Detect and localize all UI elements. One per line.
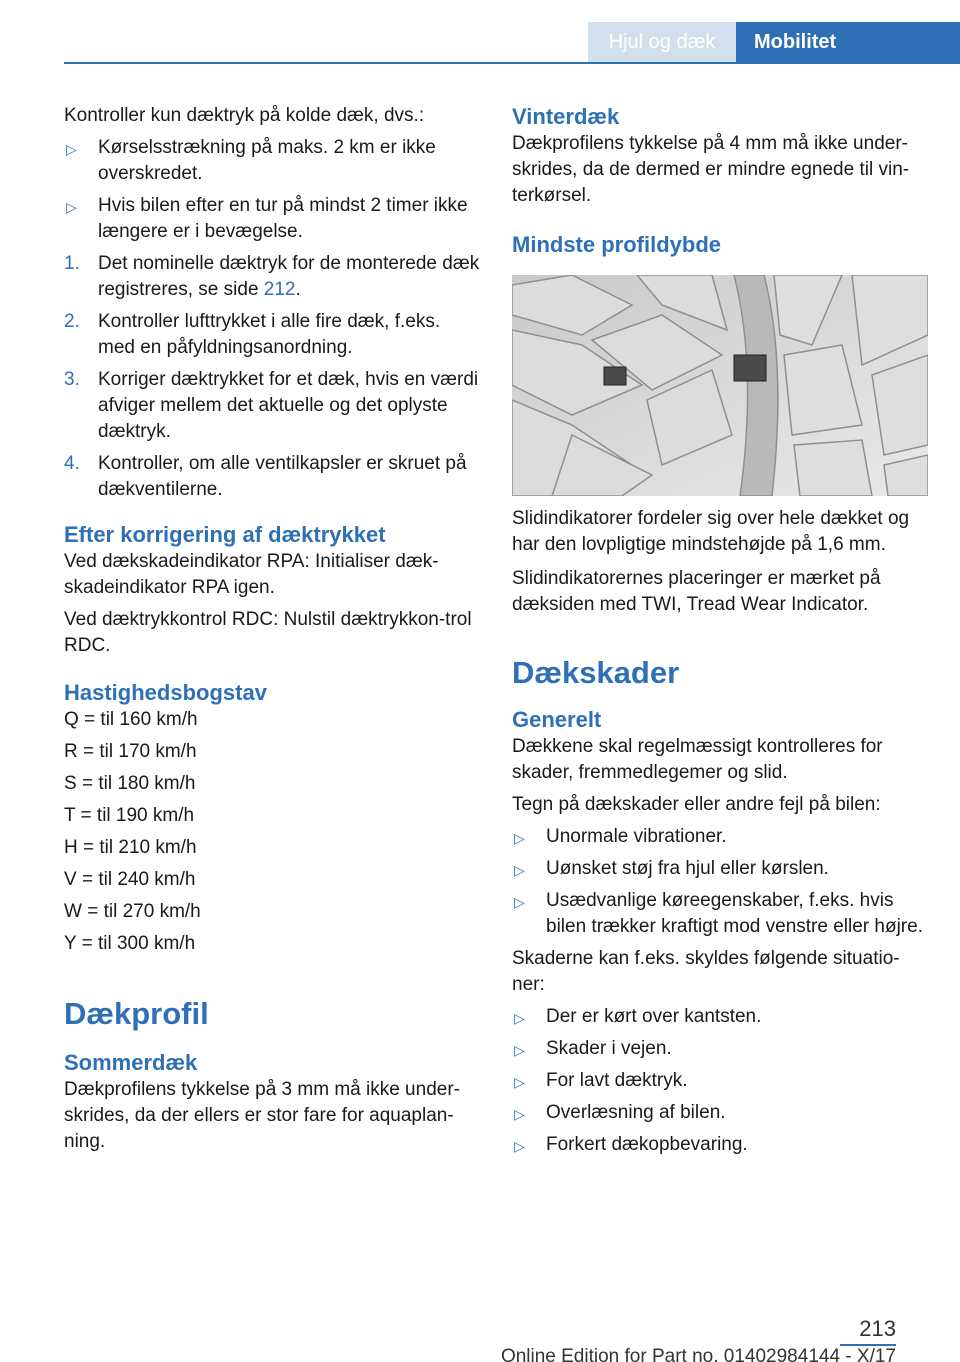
list-item-text: Usædvanlige køreegenskaber, f.eks. hvis bilen trækker kraftigt mod venstre eller højre. (546, 890, 923, 937)
list-item (512, 1068, 928, 1094)
list-item (512, 1100, 928, 1126)
tire-profile-heading: Dækprofil (64, 996, 209, 1031)
list-item-text: Det nominelle dæktryk for de monterede dæk registreres, se side (98, 253, 480, 300)
page-number: 213 (859, 1316, 896, 1341)
edition-text: Online Edition for Part no. 01402984144 - X/17 (500, 1346, 896, 1362)
triangle-right-icon: ▷ (514, 1042, 525, 1058)
list-item (64, 367, 480, 445)
list-item (64, 251, 480, 303)
condition-list (64, 135, 480, 245)
step-number: 1. (64, 253, 80, 274)
list-item (512, 1132, 928, 1158)
speed-line: Y = til 300 km/h (64, 933, 196, 954)
signs-list (512, 824, 928, 940)
speed-heading: Hastighedsbogstav (64, 680, 267, 705)
list-item-text: Hvis bilen efter en tur på mindst 2 timer ikke længere er i bevægelse. (98, 195, 468, 242)
list-item (512, 1004, 928, 1030)
after-correction-heading: Efter korrigering af dæktrykket (64, 522, 386, 547)
list-item-text: Kørselsstrækning på maks. 2 km er ikke overskredet. (98, 137, 436, 184)
list-item-text: For lavt dæktryk. (546, 1070, 688, 1091)
rdc-text: Ved dæktrykkontrol RDC: Nulstil dæktrykkon‐trol RDC. (64, 609, 472, 656)
left-column (64, 103, 480, 1161)
list-item-text: Uønsket støj fra hjul eller kørslen. (546, 858, 829, 879)
speed-list (64, 707, 480, 957)
header-rule (64, 62, 960, 64)
speed-line: W = til 270 km/h (64, 901, 201, 922)
list-item (512, 856, 928, 882)
triangle-right-icon: ▷ (514, 1074, 525, 1090)
general-text: Dækkene skal regelmæssigt kontrolleres for skader, fremmedlegemer og slid. (512, 736, 883, 783)
list-item-text: Kontroller, om alle ventilkapsler er skruet på dækventilerne. (98, 453, 467, 500)
winter-tire-heading: Vinterdæk (512, 104, 620, 129)
min-depth-heading: Mindste profildybde (512, 232, 721, 257)
list-item (512, 824, 928, 850)
tread-wear-illustration (512, 275, 928, 496)
list-item-text: Unormale vibrationer. (546, 826, 727, 847)
speed-line: H = til 210 km/h (64, 837, 197, 858)
rpa-text: Ved dækskadeindikator RPA: Initialiser dæk‐skadeindikator RPA igen. (64, 551, 439, 598)
intro-text: Kontroller kun dæktryk på kolde dæk, dvs.: (64, 105, 425, 126)
section-tab[interactable]: Mobilitet (736, 22, 960, 62)
list-item-text: Overlæsning af bilen. (546, 1102, 726, 1123)
step-number: 2. (64, 311, 80, 332)
list-item (512, 1036, 928, 1062)
causes-intro: Skaderne kan f.eks. skyldes følgende situatio‐ner: (512, 948, 900, 995)
list-item-text: Forkert dækopbevaring. (546, 1134, 748, 1155)
list-item-suffix: . (295, 279, 301, 300)
speed-line: S = til 180 km/h (64, 773, 196, 794)
triangle-right-icon: ▷ (514, 1010, 525, 1026)
speed-line: V = til 240 km/h (64, 869, 196, 890)
general-heading: Generelt (512, 707, 602, 732)
list-item-text: Skader i vejen. (546, 1038, 672, 1059)
causes-list (512, 1004, 928, 1158)
list-item (64, 309, 480, 361)
list-item (64, 193, 480, 245)
triangle-right-icon: ▷ (514, 830, 525, 846)
summer-tire-text: Dækprofilens tykkelse på 3 mm må ikke under‐skrides, da der ellers er stor fare for aquaplan‐ning. (64, 1079, 460, 1152)
triangle-right-icon: ▷ (514, 894, 525, 910)
steps-list (64, 251, 480, 503)
page-link[interactable]: 212 (263, 279, 296, 300)
list-item (512, 888, 928, 940)
speed-line: Q = til 160 km/h (64, 709, 198, 730)
list-item-text: Der er kørt over kantsten. (546, 1006, 762, 1027)
summer-tire-heading: Sommerdæk (64, 1050, 198, 1075)
step-number: 4. (64, 453, 80, 474)
triangle-right-icon: ▷ (514, 862, 525, 878)
triangle-right-icon: ▷ (514, 1106, 525, 1122)
triangle-right-icon: ▷ (66, 141, 77, 157)
list-item (64, 135, 480, 187)
triangle-right-icon: ▷ (514, 1138, 525, 1154)
speed-line: R = til 170 km/h (64, 741, 197, 762)
wear-indicator-text: Slidindikatorer fordeler sig over hele dækket og har den lovpligtige mindstehøjde på 1,6 mm. (512, 508, 910, 555)
right-column (512, 103, 928, 1164)
triangle-right-icon: ▷ (66, 199, 77, 215)
speed-line: T = til 190 km/h (64, 805, 195, 826)
tire-damage-heading: Dækskader (512, 655, 680, 690)
winter-tire-text: Dækprofilens tykkelse på 4 mm må ikke under‐skrides, da de dermed er mindre egnede til vin‐terkørsel. (512, 133, 910, 206)
list-item-text: Kontroller lufttrykket i alle fire dæk, f.eks. med en påfyldningsanordning. (98, 311, 441, 358)
list-item (64, 451, 480, 503)
step-number: 3. (64, 369, 80, 390)
chapter-tab[interactable]: Hjul og dæk (588, 22, 736, 62)
list-item-text: Korriger dæktrykket for et dæk, hvis en værdi afviger mellem det aktuelle og det oplyste dæktryk. (98, 369, 479, 442)
twi-text: Slidindikatorernes placeringer er mærket på dæksiden med TWI, Tread Wear Indicator. (512, 568, 881, 615)
signs-intro: Tegn på dækskader eller andre fejl på bilen: (512, 794, 881, 815)
